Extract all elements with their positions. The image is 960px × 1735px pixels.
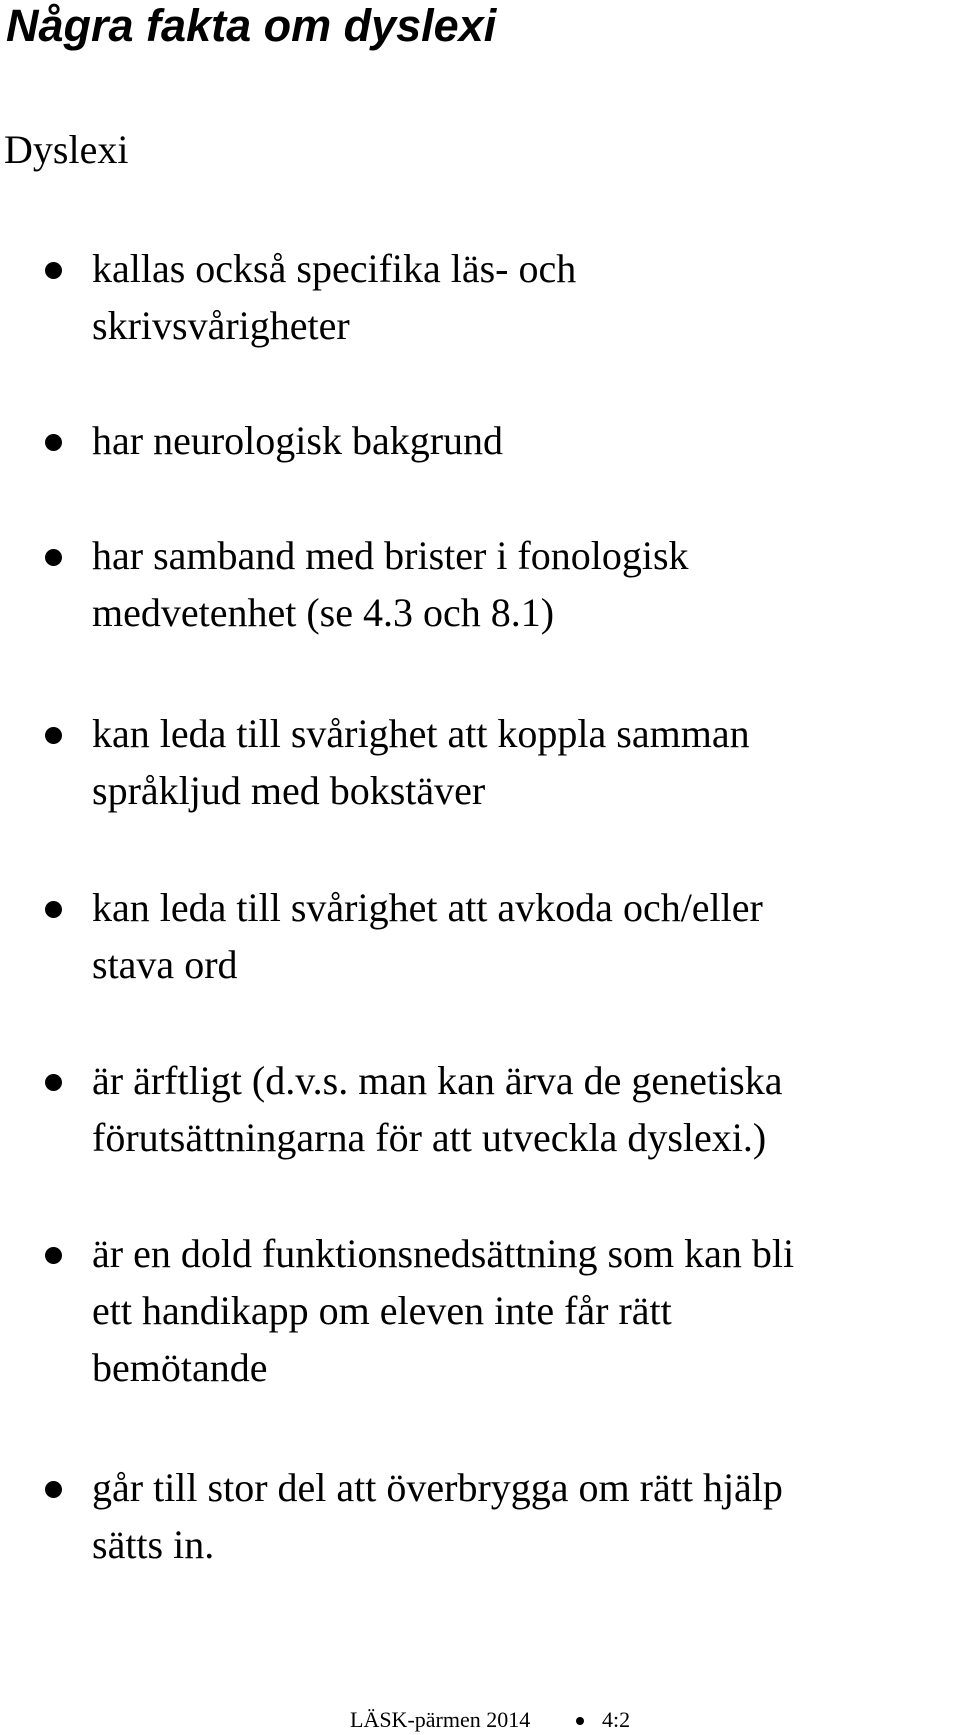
bullet-icon bbox=[45, 1247, 62, 1264]
footer-document-name: LÄSK-pärmen 2014 bbox=[350, 1707, 531, 1732]
list-item-text: har neurologisk bakgrund bbox=[92, 418, 504, 463]
bullet-icon bbox=[45, 1481, 62, 1498]
page-footer bbox=[0, 1705, 960, 1735]
bullet-icon bbox=[45, 549, 62, 566]
list-item-text: är en dold funktionsnedsättning som kan bli ett handikapp om eleven inte får rätt bemötande bbox=[92, 1231, 795, 1390]
footer-page-number: 4:2 bbox=[602, 1707, 631, 1732]
footer-separator-dot-icon bbox=[576, 1717, 584, 1725]
page-title: Några fakta om dyslexi bbox=[6, 0, 497, 51]
list-item-text: är ärftligt (d.v.s. man kan ärva de genetiska förutsättningarna för att utveckla dyslexi.) bbox=[92, 1058, 783, 1160]
bullet-icon bbox=[45, 1074, 62, 1091]
bullet-icon bbox=[45, 434, 62, 451]
bullet-icon bbox=[45, 727, 62, 744]
section-subtitle: Dyslexi bbox=[4, 127, 129, 172]
list-item-text: kallas också specifika läs- och skrivsvårigheter bbox=[92, 246, 577, 348]
list-item-text: kan leda till svårighet att koppla samman språkljud med bokstäver bbox=[92, 711, 750, 813]
bullet-icon bbox=[45, 901, 62, 918]
list-item-text: kan leda till svårighet att avkoda och/eller stava ord bbox=[92, 885, 763, 987]
bullet-icon bbox=[45, 262, 62, 279]
list-item-text: har samband med brister i fonologisk medvetenhet (se 4.3 och 8.1) bbox=[92, 533, 689, 635]
list-item-text: går till stor del att överbrygga om rätt hjälp sätts in. bbox=[92, 1465, 783, 1567]
